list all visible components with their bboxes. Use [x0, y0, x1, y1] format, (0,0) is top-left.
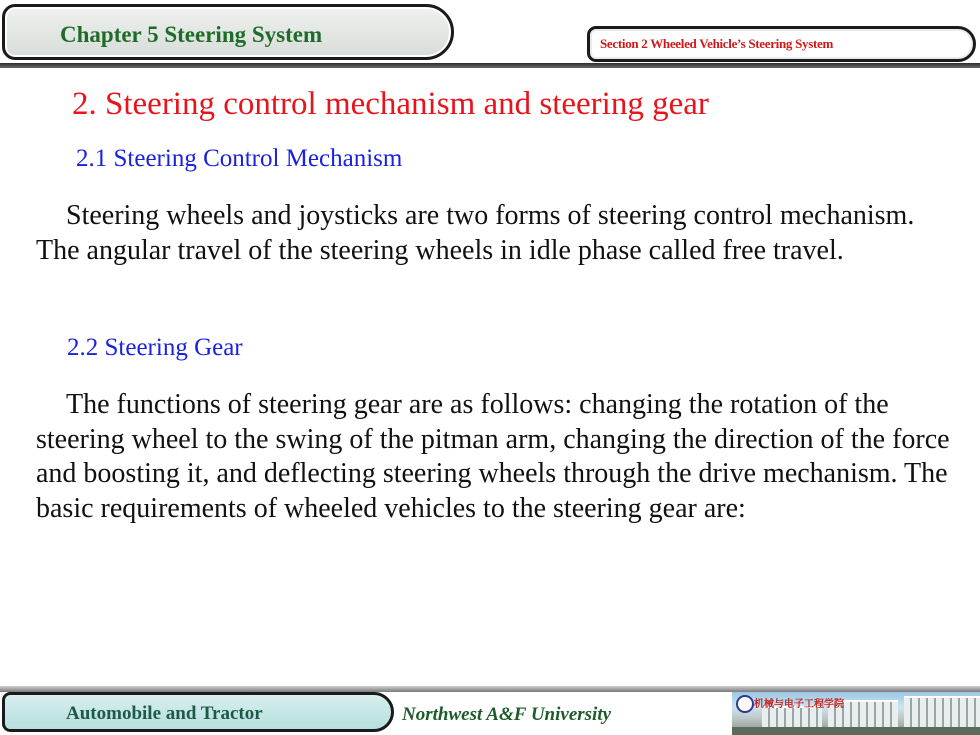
- seal-icon: [736, 695, 754, 713]
- chapter-title: Chapter 5 Steering System: [60, 22, 323, 47]
- slide-heading: 2. Steering control mechanism and steering gear: [72, 86, 709, 122]
- course-label: Automobile and Tractor: [66, 703, 263, 724]
- ground-shape: [732, 727, 980, 735]
- subsection-heading-2: 2.2 Steering Gear: [67, 334, 243, 361]
- section-title: Section 2 Wheeled Vehicle’s Steering System: [600, 36, 833, 51]
- paragraph-2: The functions of steering gear are as follows: changing the rotation of the steering wheel to the swing of the pitman arm, changing the direction of the force and boosting it, and deflecting steering wheels through the drive mechanism. The basic requirements of wheeled vehicles to the steering gear are:: [36, 389, 950, 524]
- subsection-heading-1: 2.1 Steering Control Mechanism: [76, 145, 403, 172]
- paragraph-1: Steering wheels and joysticks are two forms of steering control mechanism. The angular travel of the steering wheels in idle phase called free travel.: [36, 200, 915, 266]
- university-label: Northwest A&F University: [402, 704, 612, 725]
- logo-caption: 机械与电子工程学院: [754, 699, 844, 710]
- campus-logo-image: [732, 692, 980, 735]
- header-divider: [0, 63, 980, 68]
